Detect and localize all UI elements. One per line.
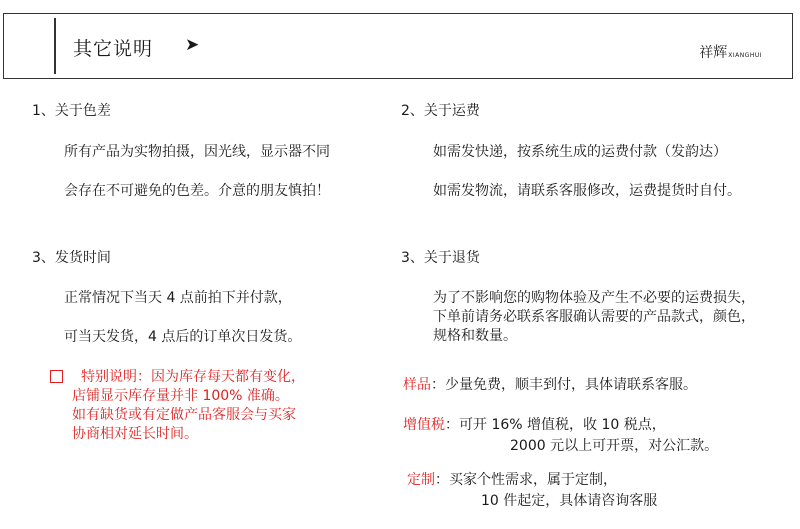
samples-text: ：少量免费，顺丰到付，具体请联系客服。 — [431, 377, 697, 393]
section-title-returns: 3、关于退货 — [401, 250, 480, 266]
color-diff-line-2: 会存在不可避免的色差。介意的朋友慎拍！ — [64, 183, 330, 199]
brand-logo — [699, 42, 762, 62]
vat-text-1: ：可开 16% 增值税，收 10 税点， — [445, 417, 666, 433]
special-note — [50, 368, 305, 444]
special-note-line-2: 店铺显示库存量并非 100% 准确。 — [72, 388, 289, 404]
color-diff-line-1: 所有产品为实物拍摄，因光线，显示器不同 — [64, 144, 330, 160]
samples-info — [403, 375, 697, 395]
returns-line-1: 为了不影响您的购物体验及产生不必要的运费损失， — [433, 290, 755, 306]
samples-label: 样品 — [403, 377, 431, 393]
section-title-color-diff: 1、关于色差 — [32, 103, 111, 119]
vat-info-line-2: 2000 元以上可开票，对公汇款。 — [510, 438, 719, 454]
returns-text — [433, 289, 755, 346]
shipping-fee-line-1: 如需发快递，按系统生成的运费付款（发韵达） — [433, 144, 727, 160]
section-title-delivery-time: 3、发货时间 — [32, 250, 111, 266]
delivery-time-line-2: 可当天发货，4 点后的订单次日发货。 — [64, 329, 302, 345]
special-note-line-4: 协商相对延长时间。 — [72, 426, 198, 442]
vat-label: 增值税 — [403, 417, 445, 433]
vat-info-line-1 — [403, 415, 666, 435]
header-divider — [54, 18, 56, 74]
shipping-fee-line-2: 如需发物流，请联系客服修改，运费提货时自付。 — [433, 183, 741, 199]
brand-name-cn: 祥辉 — [699, 45, 728, 61]
arrow-right-icon: ➤ — [185, 35, 200, 55]
special-note-line-1 — [50, 368, 305, 387]
special-note-text-1: 特别说明：因为库存每天都有变化， — [81, 369, 305, 385]
special-note-line-3: 如有缺货或有定做产品客服会与买家 — [72, 407, 296, 423]
section-header — [3, 13, 793, 79]
page-title: 其它说明 — [73, 38, 154, 60]
returns-line-2: 下单前请务必联系客服确认需要的产品款式，颜色， — [433, 309, 755, 325]
custom-info-line-1 — [407, 470, 617, 490]
custom-info-line-2: 10 件起定，具体请咨询客服 — [481, 493, 658, 509]
custom-label: 定制 — [407, 472, 435, 488]
custom-text-1: ：买家个性需求，属于定制， — [435, 472, 617, 488]
brand-name-en: XIANGHUI — [728, 52, 762, 59]
checkbox-square-icon — [50, 370, 63, 383]
returns-line-3: 规格和数量。 — [433, 328, 517, 344]
delivery-time-line-1: 正常情况下当天 4 点前拍下并付款， — [64, 290, 292, 306]
section-title-shipping-fee: 2、关于运费 — [401, 103, 480, 119]
